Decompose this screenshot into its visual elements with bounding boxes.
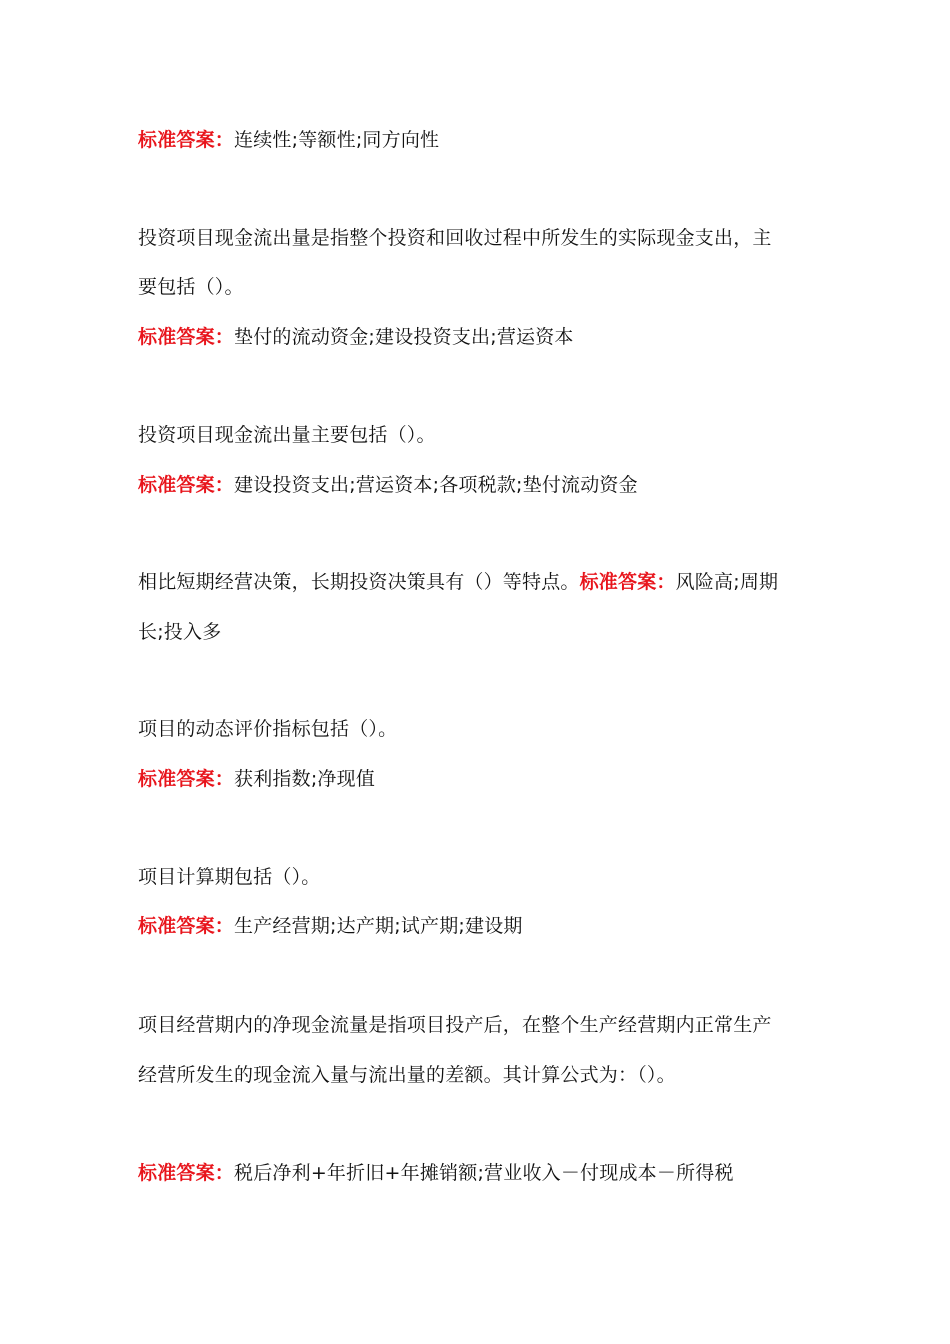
answer-line <box>138 472 828 498</box>
question-text: 相比短期经营决策，长期投资决策具有（）等特点。 <box>138 571 580 593</box>
question-line <box>138 1012 828 1038</box>
answer-text: 连续性;等额性;同方向性 <box>234 129 440 151</box>
question-answer-inline-line <box>138 569 828 595</box>
answer-text: 长;投入多 <box>138 621 222 643</box>
answer-text: 建设投资支出;营运资本;各项税款;垫付流动资金 <box>234 474 638 496</box>
question-line <box>138 225 828 251</box>
question-text: 经营所发生的现金流入量与流出量的差额。其计算公式为：（）。 <box>138 1064 676 1086</box>
answer-text: 税后净利+年折旧+年摊销额;营业收入－付现成本－所得税 <box>234 1162 734 1184</box>
answer-text: 风险高;周期 <box>675 571 779 593</box>
answer-label: 标准答案： <box>138 915 235 937</box>
question-text: 投资项目现金流出量主要包括（）。 <box>138 424 436 446</box>
answer-label: 标准答案： <box>138 768 235 790</box>
answer-label: 标准答案： <box>138 326 235 348</box>
answer-text: 垫付的流动资金;建设投资支出;营运资本 <box>234 326 574 348</box>
answer-label: 标准答案： <box>138 129 235 151</box>
answer-line <box>138 766 828 792</box>
answer-text: 获利指数;净现值 <box>234 768 376 790</box>
answer-line <box>138 127 828 153</box>
question-line <box>138 422 828 448</box>
answer-label: 标准答案： <box>579 571 676 593</box>
answer-line <box>138 1160 828 1186</box>
answer-line <box>138 913 828 939</box>
question-line <box>138 274 828 300</box>
question-line <box>138 864 828 890</box>
question-text: 投资项目现金流出量是指整个投资和回收过程中所发生的实际现金支出，主 <box>138 227 772 249</box>
question-text: 项目计算期包括（）。 <box>138 866 321 888</box>
question-text: 项目经营期内的净现金流量是指项目投产后，在整个生产经营期内正常生产 <box>138 1014 772 1036</box>
question-text: 项目的动态评价指标包括（）。 <box>138 718 398 740</box>
question-line <box>138 716 828 742</box>
question-line <box>138 1062 828 1088</box>
question-text: 要包括（）。 <box>138 276 244 298</box>
answer-text: 生产经营期;达产期;试产期;建设期 <box>234 915 523 937</box>
answer-line <box>138 324 828 350</box>
answer-label: 标准答案： <box>138 1162 235 1184</box>
answer-continuation-line <box>138 619 828 645</box>
answer-label: 标准答案： <box>138 474 235 496</box>
